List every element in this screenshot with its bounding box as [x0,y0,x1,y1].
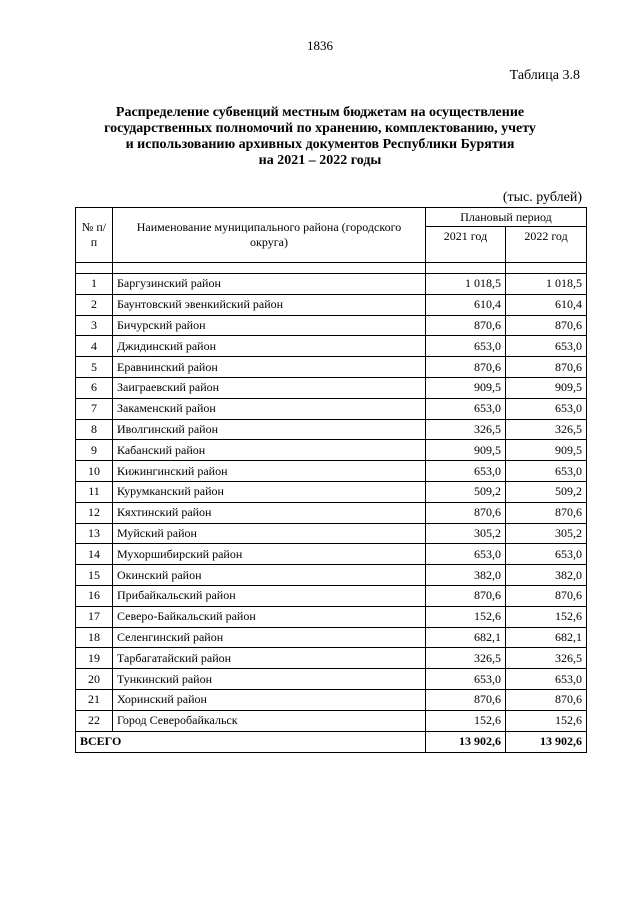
row-number: 4 [76,336,113,357]
district-name: Бичурский район [113,315,426,336]
amount-2021: 870,6 [426,315,506,336]
table-row [76,419,587,440]
district-name: Мухоршибирский район [113,544,426,565]
table-row [76,669,587,690]
total-label: ВСЕГО [76,731,426,752]
table-row [76,710,587,731]
table-row [76,544,587,565]
row-number: 21 [76,689,113,710]
district-name: Баргузинский район [113,274,426,295]
row-number: 9 [76,440,113,461]
table-row [76,377,587,398]
row-number: 22 [76,710,113,731]
table-row [76,585,587,606]
row-number: 19 [76,648,113,669]
row-number: 1 [76,274,113,295]
total-2021: 13 902,6 [426,731,506,752]
district-name: Кяхтинский район [113,502,426,523]
title-line: государственных полномочий по хранению, комплектованию, учету [104,121,536,136]
district-name: Джидинский район [113,336,426,357]
header-district-name: Наименование муниципального района (городского округа) [113,208,426,263]
amount-2021: 382,0 [426,565,506,586]
district-name: Муйский район [113,523,426,544]
amount-2021: 653,0 [426,669,506,690]
amount-2022: 682,1 [506,627,587,648]
row-number: 8 [76,419,113,440]
amount-2022: 1 018,5 [506,274,587,295]
amount-2021: 870,6 [426,689,506,710]
table-row [76,336,587,357]
units-label: (тыс. рублей) [502,190,582,205]
table-row [76,357,587,378]
district-name: Баунтовский эвенкийский район [113,294,426,315]
district-name: Прибайкальский район [113,585,426,606]
amount-2022: 653,0 [506,398,587,419]
table-row [76,315,587,336]
district-name: Кабанский район [113,440,426,461]
amount-2022: 870,6 [506,502,587,523]
amount-2022: 326,5 [506,419,587,440]
amount-2022: 870,6 [506,689,587,710]
table-row [76,648,587,669]
row-number: 13 [76,523,113,544]
row-number: 17 [76,606,113,627]
amount-2021: 326,5 [426,419,506,440]
row-number: 6 [76,377,113,398]
amount-2022: 909,5 [506,440,587,461]
header-year-2021: 2021 год [426,227,506,263]
amount-2022: 305,2 [506,523,587,544]
amount-2022: 870,6 [506,357,587,378]
district-name: Окинский район [113,565,426,586]
amount-2021: 909,5 [426,440,506,461]
amount-2022: 909,5 [506,377,587,398]
district-name: Город Северобайкальск [113,710,426,731]
document-title [60,105,580,169]
district-name: Тункинский район [113,669,426,690]
table-label: Таблица 3.8 [509,68,580,83]
amount-2022: 509,2 [506,481,587,502]
table-row [76,523,587,544]
table-row [76,461,587,482]
table-row [76,294,587,315]
amount-2022: 653,0 [506,669,587,690]
row-number: 12 [76,502,113,523]
amount-2022: 152,6 [506,710,587,731]
row-number: 20 [76,669,113,690]
amount-2021: 870,6 [426,357,506,378]
district-name: Хоринский район [113,689,426,710]
amount-2021: 653,0 [426,336,506,357]
district-name: Кижингинский район [113,461,426,482]
header-year-2022: 2022 год [506,227,587,263]
table-row [76,502,587,523]
amount-2021: 870,6 [426,585,506,606]
amount-2022: 152,6 [506,606,587,627]
row-number: 3 [76,315,113,336]
table-row [76,606,587,627]
row-number: 11 [76,481,113,502]
district-name: Заиграевский район [113,377,426,398]
amount-2021: 653,0 [426,398,506,419]
amount-2022: 870,6 [506,585,587,606]
table-body [76,263,587,732]
total-2022: 13 902,6 [506,731,587,752]
row-number: 7 [76,398,113,419]
title-line: на 2021 – 2022 годы [258,153,382,168]
district-name: Курумканский район [113,481,426,502]
amount-2021: 509,2 [426,481,506,502]
amount-2022: 610,4 [506,294,587,315]
row-number: 18 [76,627,113,648]
amount-2022: 326,5 [506,648,587,669]
title-line: и использованию архивных документов Республики Бурятия [125,137,515,152]
row-number: 14 [76,544,113,565]
row-number: 5 [76,357,113,378]
amount-2022: 870,6 [506,315,587,336]
table-row [76,565,587,586]
amount-2021: 682,1 [426,627,506,648]
amount-2021: 152,6 [426,710,506,731]
table-row [76,627,587,648]
row-number: 16 [76,585,113,606]
row-number: 10 [76,461,113,482]
amount-2021: 653,0 [426,544,506,565]
header-spacer-row [76,263,587,274]
district-name: Тарбагатайский район [113,648,426,669]
table-row [76,398,587,419]
district-name: Закаменский район [113,398,426,419]
amount-2021: 152,6 [426,606,506,627]
district-name: Еравнинский район [113,357,426,378]
total-row [76,731,587,752]
amount-2021: 653,0 [426,461,506,482]
amount-2022: 653,0 [506,544,587,565]
subsidy-table [75,207,587,753]
table-row [76,689,587,710]
amount-2021: 326,5 [426,648,506,669]
amount-2022: 382,0 [506,565,587,586]
district-name: Иволгинский район [113,419,426,440]
amount-2022: 653,0 [506,461,587,482]
district-name: Селенгинский район [113,627,426,648]
title-line: Распределение субвенций местным бюджетам на осуществление [115,105,525,120]
table-row [76,440,587,461]
district-name: Северо-Байкальский район [113,606,426,627]
table-row [76,481,587,502]
row-number: 2 [76,294,113,315]
amount-2021: 909,5 [426,377,506,398]
header-number: № п/п [76,208,113,263]
amount-2021: 305,2 [426,523,506,544]
amount-2021: 610,4 [426,294,506,315]
amount-2021: 1 018,5 [426,274,506,295]
table-row [76,274,587,295]
amount-2022: 653,0 [506,336,587,357]
page-number: 1836 [307,38,333,53]
header-planning-period: Плановый период [426,208,587,227]
amount-2021: 870,6 [426,502,506,523]
row-number: 15 [76,565,113,586]
